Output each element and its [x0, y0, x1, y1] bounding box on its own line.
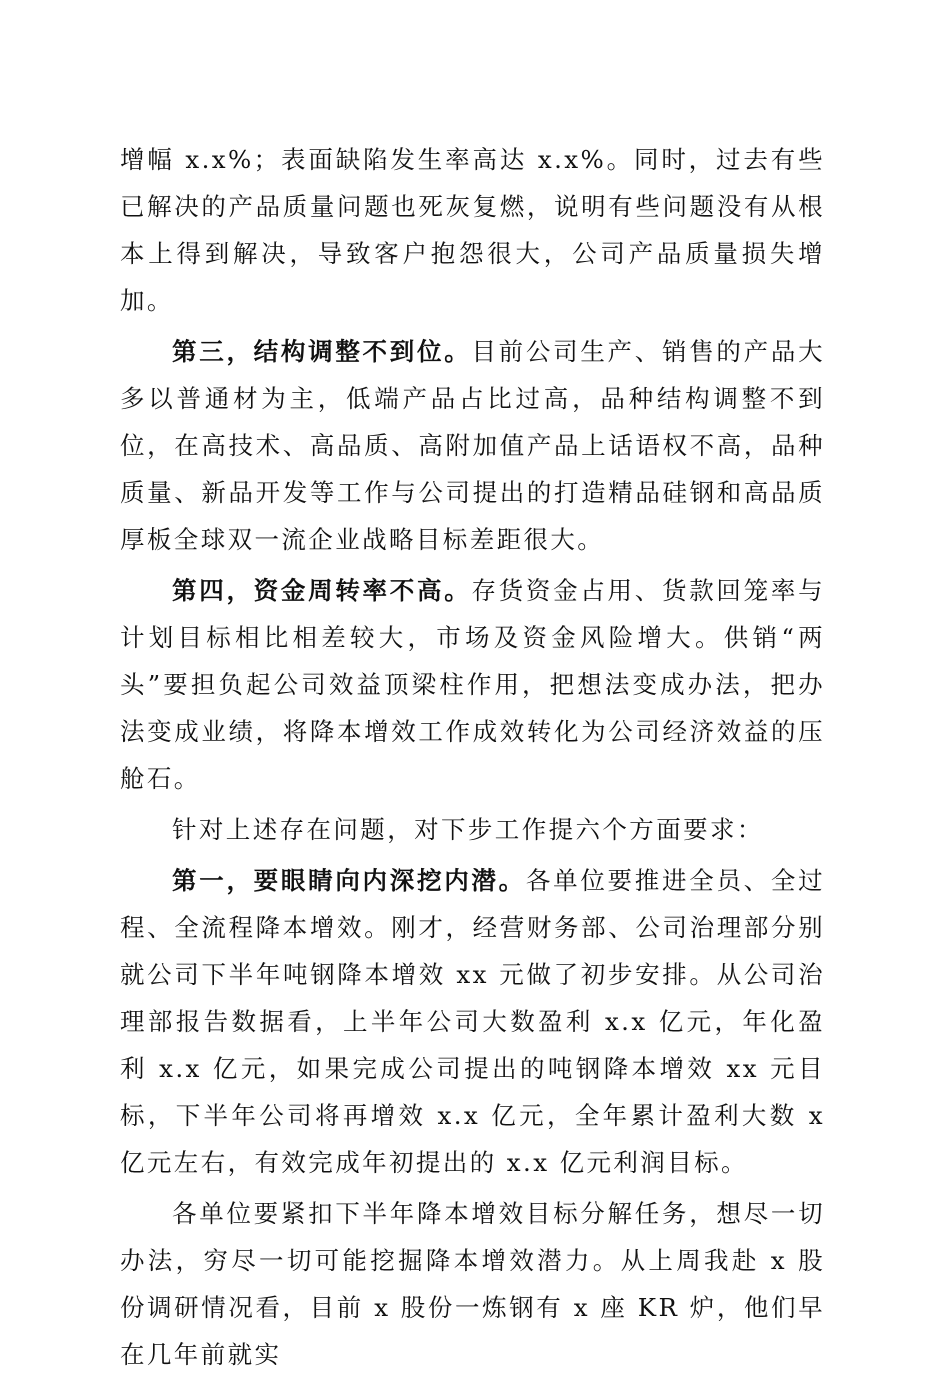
document-body: [120, 136, 825, 1382]
paragraph-6: [120, 1190, 825, 1378]
paragraph-4-text: 针对上述存在问题，对下步工作提六个方面要求：: [172, 815, 764, 844]
paragraph-4: [120, 806, 825, 853]
paragraph-3-heading: 第四，资金周转率不高。: [172, 576, 472, 605]
paragraph-5-text: 各单位要推进全员、全过程、全流程降本增效。刚才，经营财务部、公司治理部分别就公司下半年吨钢降本增效 xx 元做了初步安排。从公司治理部报告数据看，上半年公司大数盈利 x.x 亿元，年化盈利 x.x 亿元，如果完成公司提出的吨钢降本增效 xx 元目标，下半年公司将再增效 x.x 亿元，全年累计盈利大数 x 亿元左右，有效完成年初提出的 x.x 亿元利润目标。: [120, 866, 826, 1177]
paragraph-3-text: 存货资金占用、货款回笼率与计划目标相比相差较大，市场及资金风险增大。供销“两头”要担负起公司效益顶梁柱作用，把想法变成办法，把办法变成业绩，将降本增效工作成效转化为公司经济效益的压舱石。: [120, 576, 825, 793]
paragraph-1: [120, 136, 825, 324]
paragraph-1-text: 增幅 x.x%；表面缺陷发生率高达 x.x%。同时，过去有些已解决的产品质量问题也死灰复燃，说明有些问题没有从根本上得到解决，导致客户抱怨很大，公司产品质量损失增加。: [120, 145, 825, 315]
paragraph-5-heading: 第一，要眼睛向内深挖内潜。: [172, 866, 526, 895]
paragraph-6-text: 各单位要紧扣下半年降本增效目标分解任务，想尽一切办法，穷尽一切可能挖掘降本增效潜力。从上周我赴 x 股份调研情况看，目前 x 股份一炼钢有 x 座 KR 炉，他们早在几年前就实: [120, 1199, 825, 1369]
paragraph-2-text: 目前公司生产、销售的产品大多以普通材为主，低端产品占比过高，品种结构调整不到位，在高技术、高品质、高附加值产品上话语权不高，品种质量、新品开发等工作与公司提出的打造精品硅钢和高品质厚板全球双一流企业战略目标差距很大。: [120, 337, 825, 554]
paragraph-2-heading: 第三，结构调整不到位。: [172, 337, 472, 366]
paragraph-3: [120, 567, 825, 802]
paragraph-5: [120, 857, 825, 1186]
paragraph-2: [120, 328, 825, 563]
